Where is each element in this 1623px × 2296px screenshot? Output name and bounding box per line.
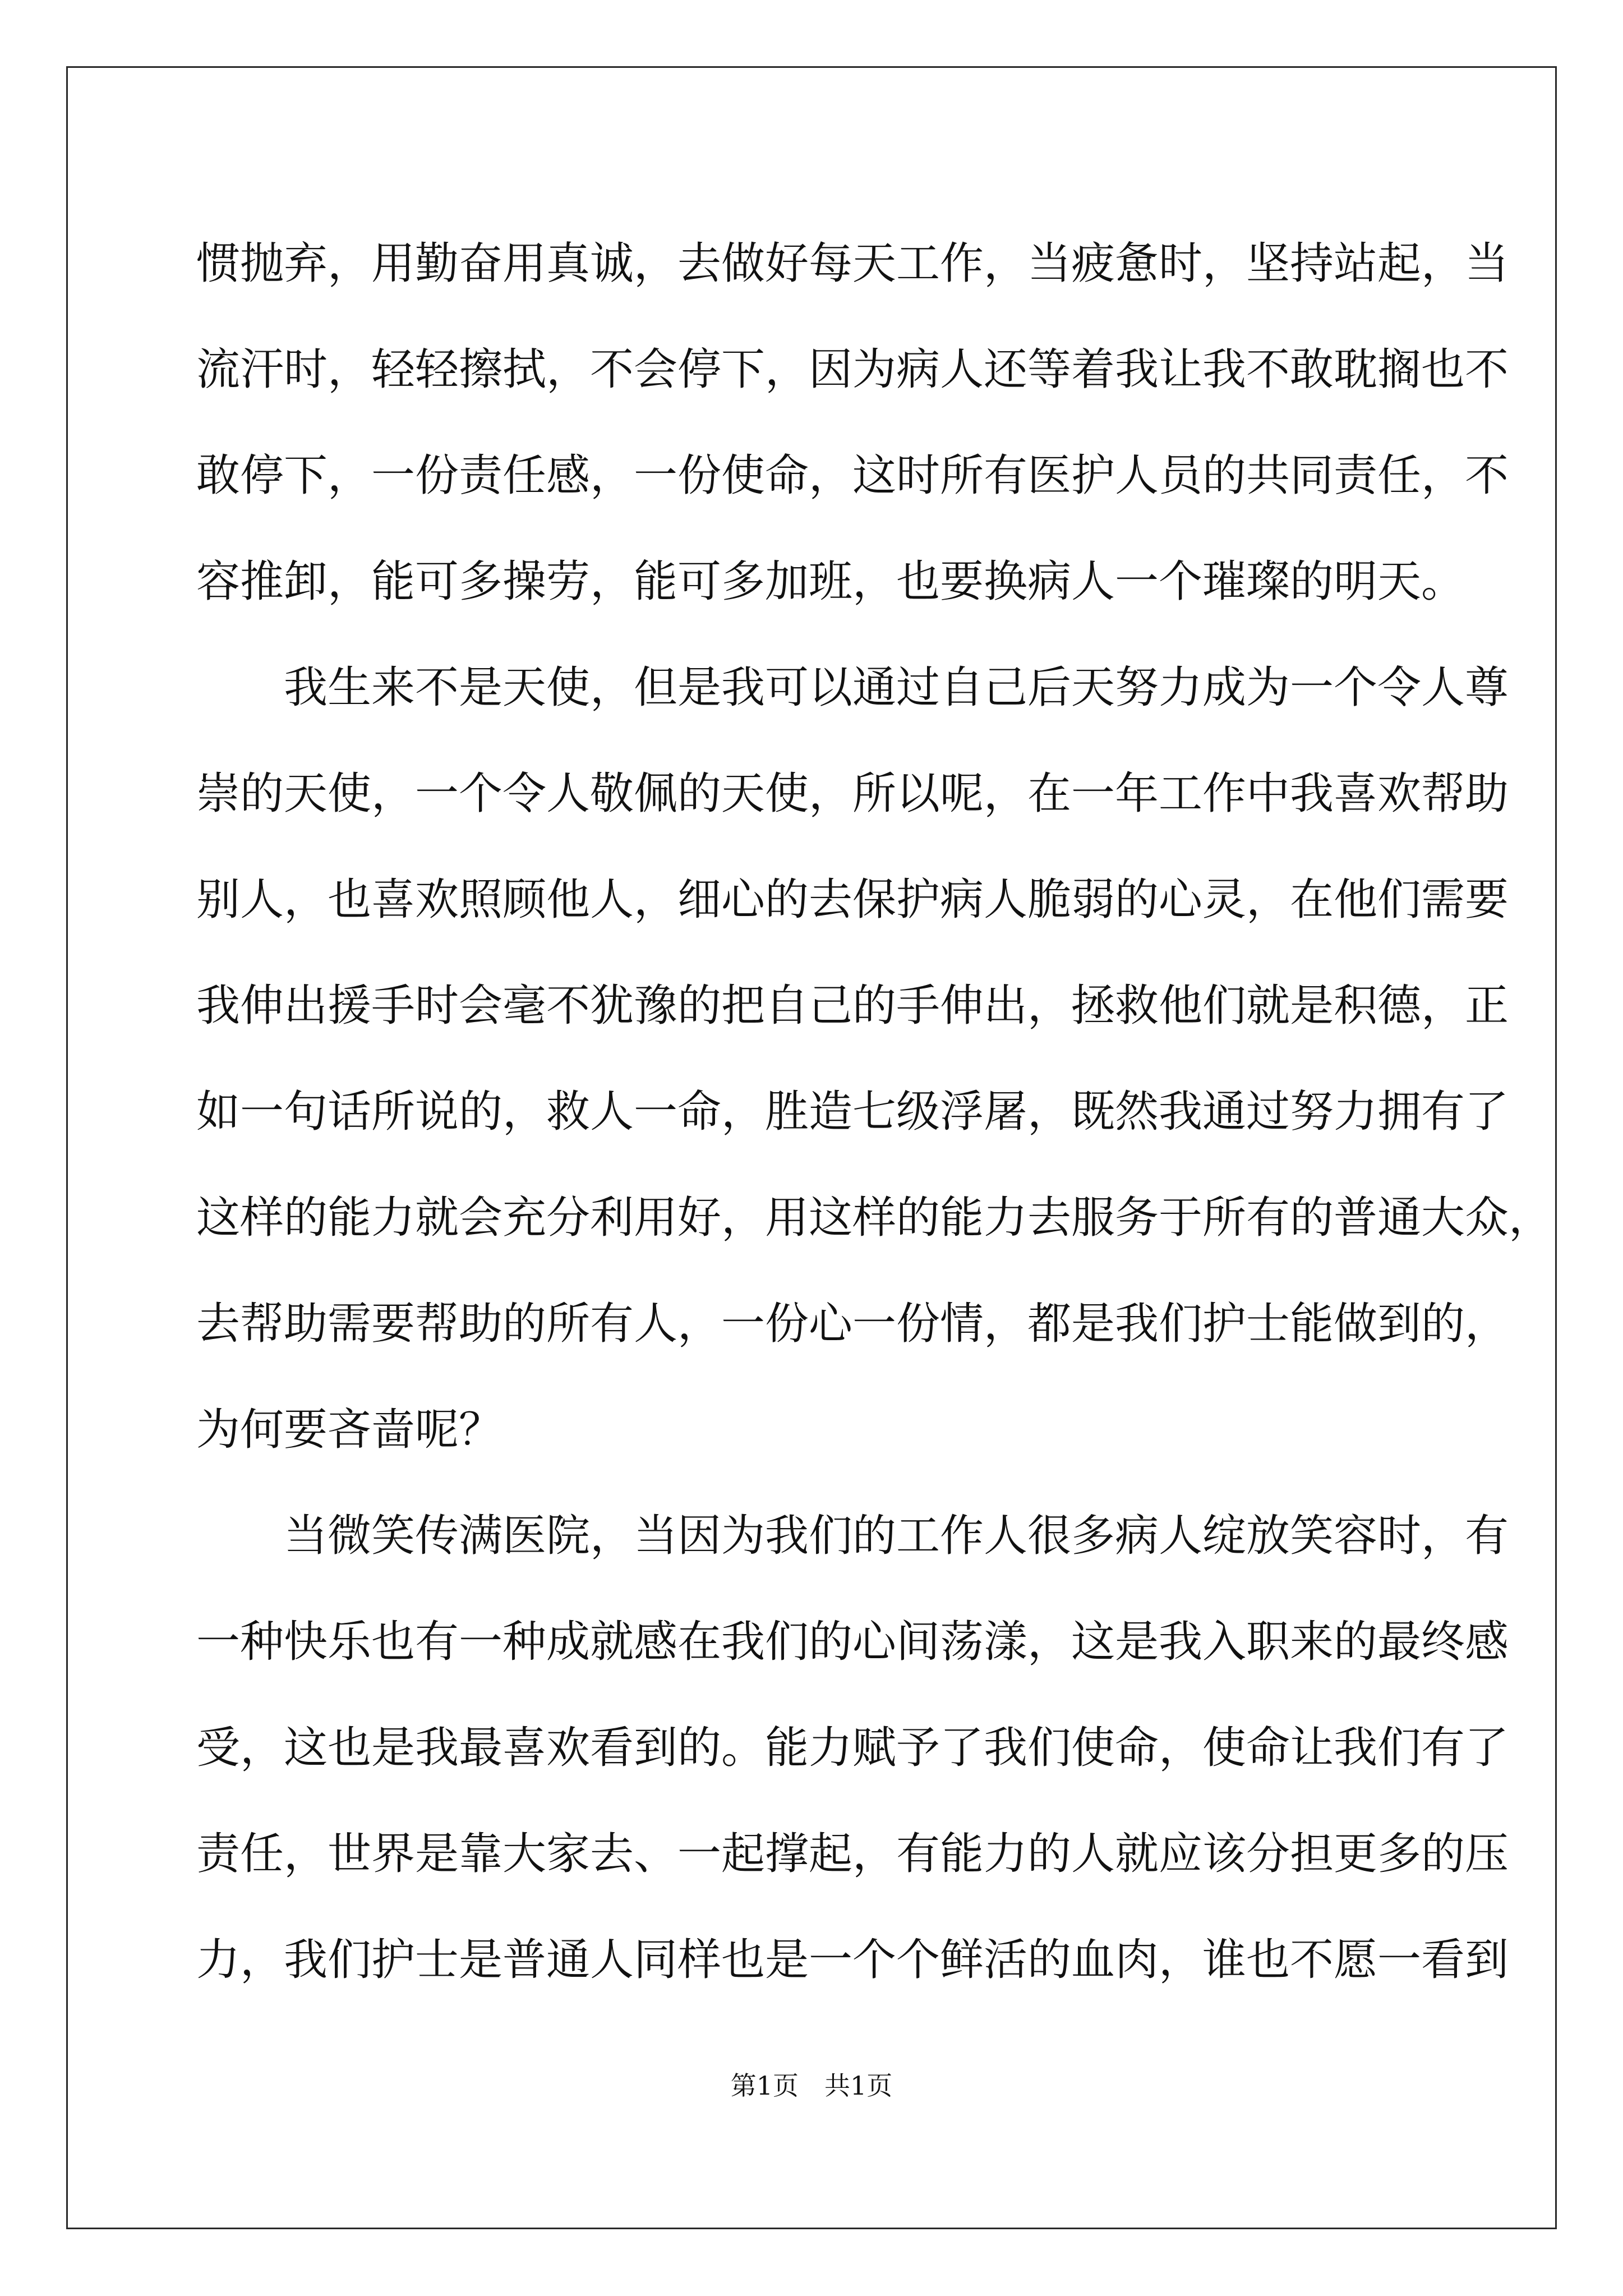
text-line: 流汗时，轻轻擦拭，不会停下，因为病人还等着我让我不敢耽搁也不 xyxy=(196,344,1509,395)
page-number: 第1页 xyxy=(730,2070,799,2101)
text-line: 敢停下，一份责任感，一份使命，这时所有医护人员的共同责任，不 xyxy=(196,450,1509,501)
text-line: 当微笑传满医院，当因为我们的工作人很多病人绽放笑容时，有 xyxy=(196,1511,1509,1561)
text-line: 我生来不是天使，但是我可以通过自己后天努力成为一个令人尊 xyxy=(196,662,1509,713)
text-line: 崇的天使，一个令人敬佩的天使，所以呢，在一年工作中我喜欢帮助 xyxy=(196,769,1509,819)
text-line: 责任，世界是靠大家去、一起撑起，有能力的人就应该分担更多的压 xyxy=(196,1829,1509,1879)
text-line: 惯抛弃，用勤奋用真诚，去做好每天工作，当疲惫时，坚持站起，当 xyxy=(196,238,1509,289)
page-total: 共1页 xyxy=(824,2070,893,2101)
text-line: 别人，也喜欢照顾他人，细心的去保护病人脆弱的心灵，在他们需要 xyxy=(196,875,1509,925)
page-footer xyxy=(0,2069,1623,2102)
text-line: 去帮助需要帮助的所有人，一份心一份情，都是我们护士能做到的， xyxy=(196,1299,1509,1349)
text-line: 如一句话所说的，救人一命，胜造七级浮屠，既然我通过努力拥有了 xyxy=(196,1087,1509,1137)
text-line: 我伸出援手时会毫不犹豫的把自己的手伸出，拯救他们就是积德，正 xyxy=(196,981,1509,1031)
document-body xyxy=(196,211,1553,2013)
text-line: 受，这也是我最喜欢看到的。能力赋予了我们使命，使命让我们有了 xyxy=(196,1723,1509,1773)
text-line: 为何要吝啬呢？ xyxy=(196,1405,503,1455)
text-line: 力，我们护士是普通人同样也是一个个鲜活的血肉，谁也不愿一看到 xyxy=(196,1935,1509,1985)
text-line: 这样的能力就会充分利用好，用这样的能力去服务于所有的普通大众， xyxy=(196,1193,1553,1243)
text-line: 一种快乐也有一种成就感在我们的心间荡漾，这是我入职来的最终感 xyxy=(196,1617,1509,1667)
text-line: 容推卸，能可多操劳，能可多加班，也要换病人一个璀璨的明天。 xyxy=(196,556,1465,607)
